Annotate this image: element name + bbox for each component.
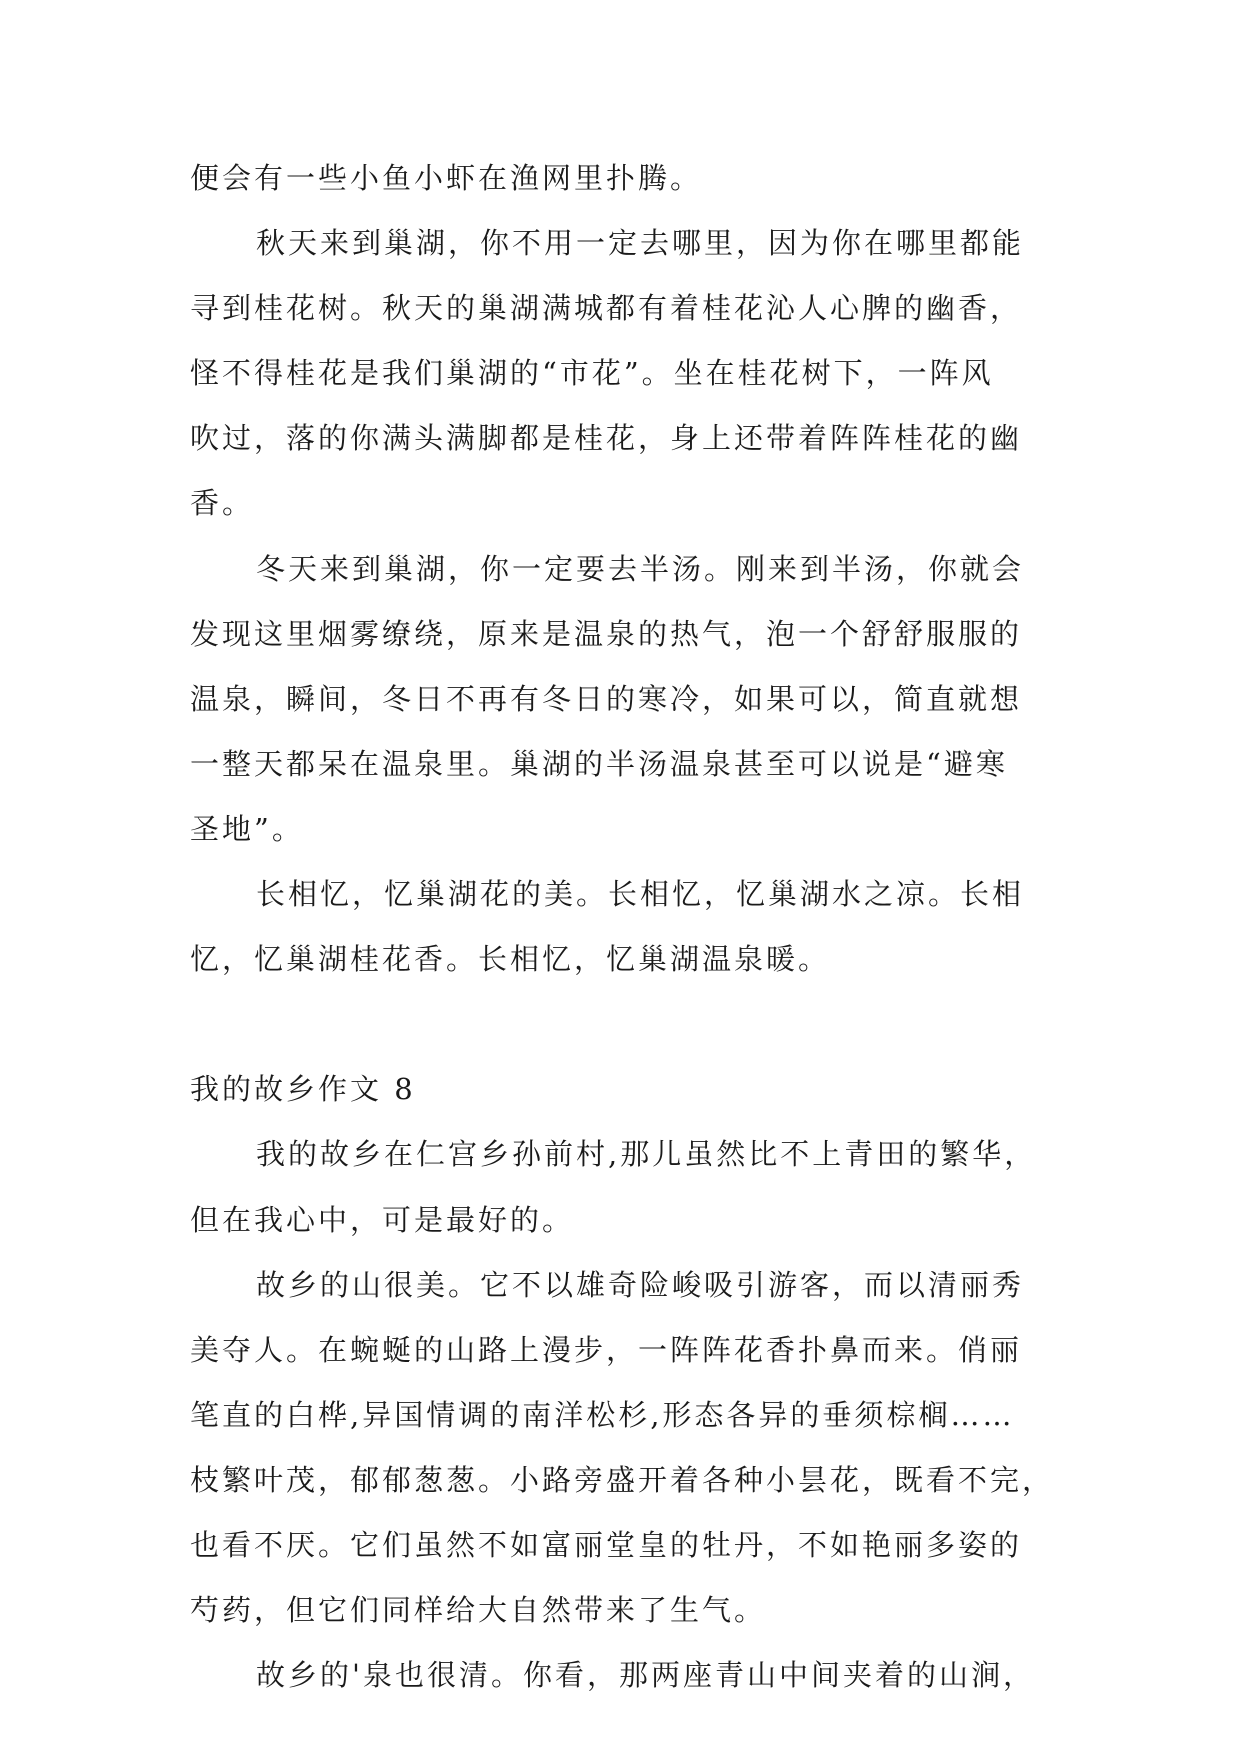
text-line: 枝繁叶茂，郁郁葱葱。小路旁盛开着各种小昙花，既看不完，: [190, 1462, 1055, 1497]
essay-text: [190, 158, 1070, 1720]
text-line: 芍药，但它们同样给大自然带来了生气。: [190, 1593, 767, 1628]
text-line: 也看不厌。它们虽然不如富丽堂皇的牡丹，不如艳丽多姿的: [190, 1527, 1023, 1562]
text-line: 圣地”。: [190, 811, 304, 846]
text-line: 故乡的'泉也很清。你看，那两座青山中间夹着的山涧，: [256, 1658, 1035, 1693]
section-heading: 我的故乡作文 8: [190, 1072, 416, 1107]
text-line: 但在我心中，可是最好的。: [190, 1202, 575, 1237]
text-line: 香。: [190, 486, 255, 521]
text-line: 发现这里烟雾缭绕，原来是温泉的热气，泡一个舒舒服服的: [190, 616, 1023, 651]
text-line: 温泉，瞬间，冬日不再有冬日的寒冷，如果可以，简直就想: [190, 681, 1023, 716]
text-line: 一整天都呆在温泉里。巢湖的半汤温泉甚至可以说是“避寒: [190, 746, 1008, 781]
text-line: 便会有一些小鱼小虾在渔网里扑腾。: [190, 161, 703, 195]
text-line: 吹过，落的你满头满脚都是桂花，身上还带着阵阵桂花的幽: [190, 421, 1023, 456]
text-line: 我的故乡在仁宫乡孙前村,那儿虽然比不上青田的繁华，: [256, 1137, 1037, 1172]
text-line: 长相忆，忆巢湖花的美。长相忆，忆巢湖水之凉。长相: [256, 877, 1025, 912]
text-line: 忆，忆巢湖桂花香。长相忆，忆巢湖温泉暖。: [190, 942, 831, 977]
text-line: 冬天来到巢湖，你一定要去半汤。刚来到半汤，你就会: [256, 551, 1025, 586]
text-line: 寻到桂花树。秋天的巢湖满城都有着桂花沁人心脾的幽香，: [190, 291, 1023, 326]
text-line: 美夺人。在蜿蜒的山路上漫步，一阵阵花香扑鼻而来。俏丽: [190, 1332, 1023, 1367]
text-line: 秋天来到巢湖，你不用一定去哪里，因为你在哪里都能: [256, 226, 1025, 261]
text-line: 故乡的山很美。它不以雄奇险峻吸引游客，而以清丽秀: [256, 1267, 1025, 1302]
text-line: 笔直的白桦,异国情调的南洋松杉,形态各异的垂须棕榈……: [190, 1397, 1015, 1432]
paragraph-gap: [190, 1004, 1070, 1044]
text-line: 怪不得桂花是我们巢湖的“市花”。坐在桂花树下，一阵风: [190, 356, 994, 391]
